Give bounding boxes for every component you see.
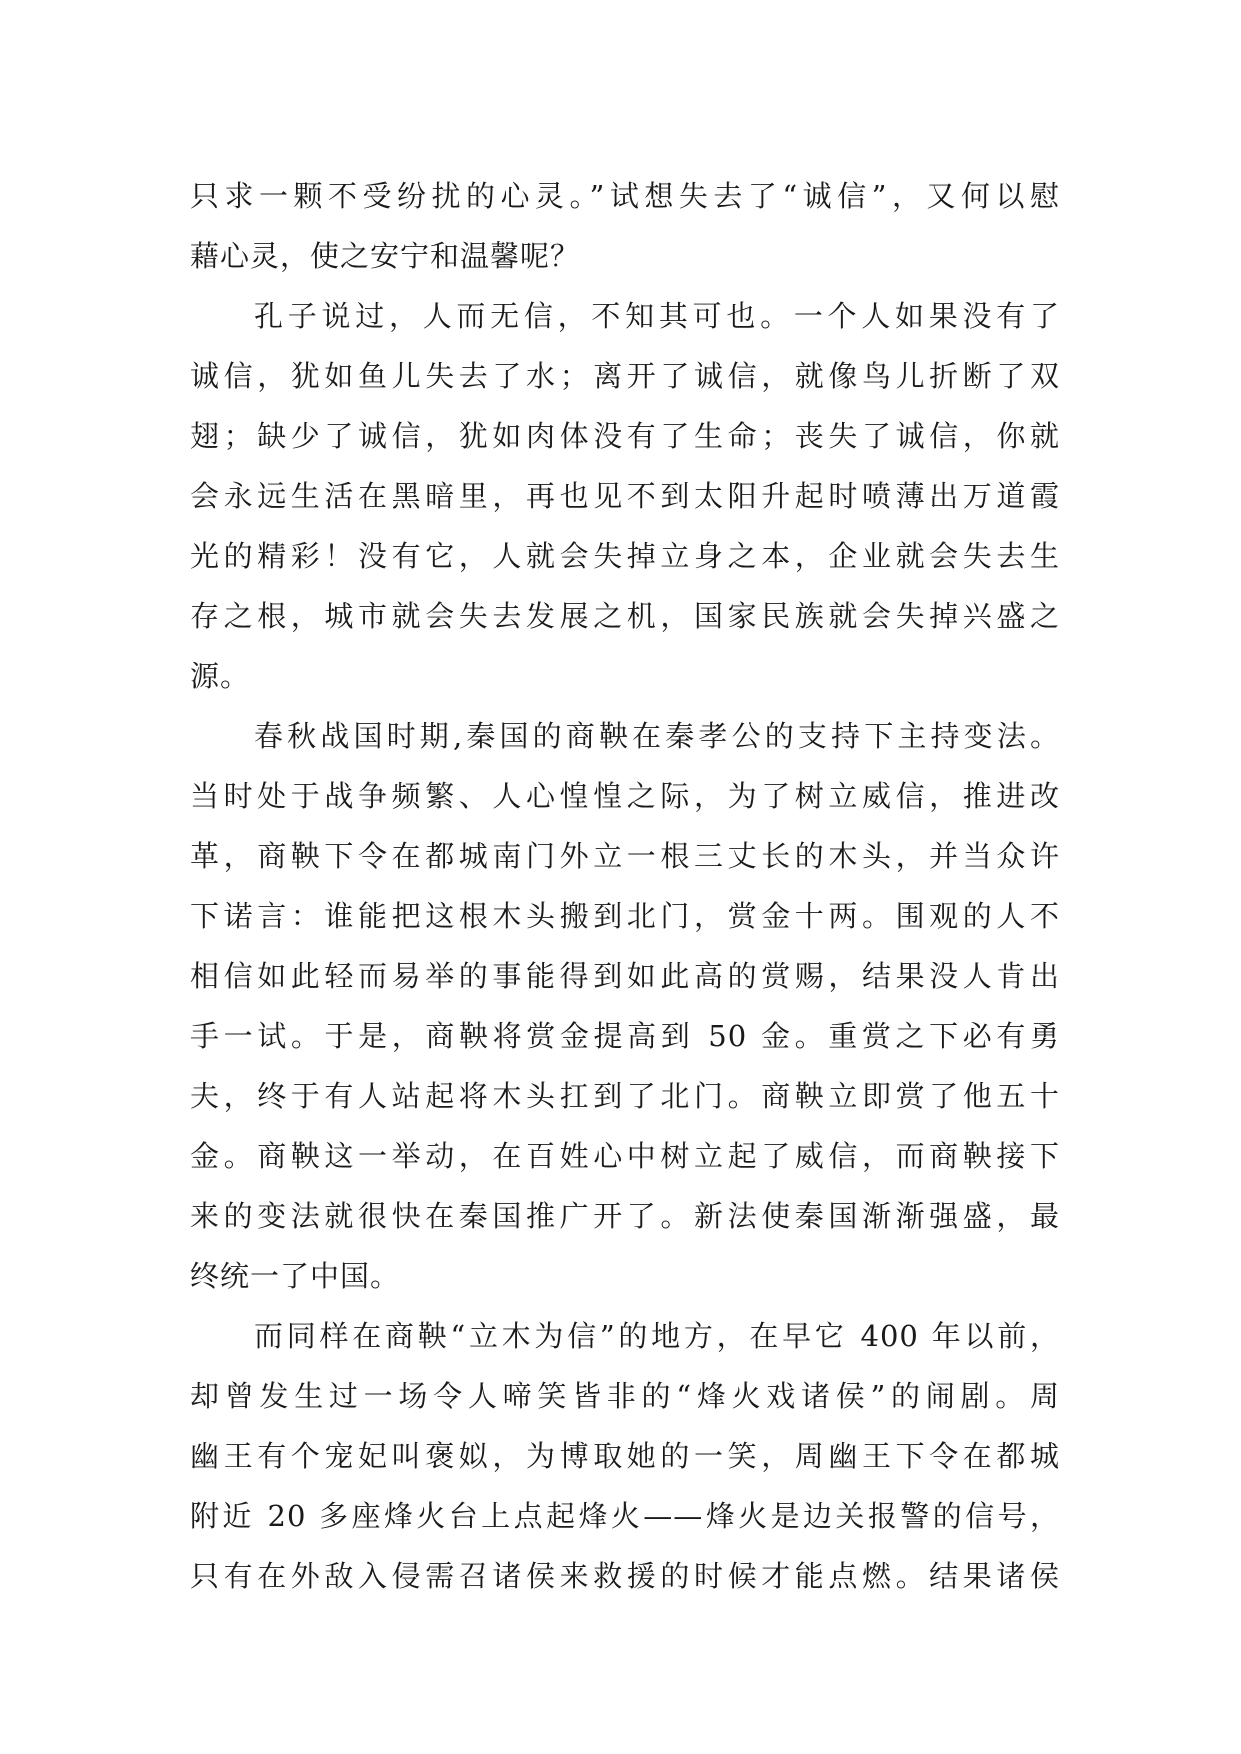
text-line: 而同样在商鞅“立木为信”的地方，在早它 400 年以前， — [254, 1319, 1060, 1353]
text-line: 来的变法就很快在秦国推广开了。新法使秦国渐渐强盛，最 — [190, 1199, 1060, 1233]
paragraph — [190, 166, 1060, 286]
text-line: 相信如此轻而易举的事能得到如此高的赏赐，结果没人肯出 — [190, 959, 1060, 993]
body-text — [190, 166, 1060, 1606]
text-line: 只求一颗不受纷扰的心灵。”试想失去了“诚信”，又何以慰 — [190, 179, 1060, 213]
text-line: 孔子说过，人而无信，不知其可也。一个人如果没有了 — [254, 299, 1060, 333]
text-line: 终统一了中国。 — [190, 1259, 401, 1293]
text-line: 诚信，犹如鱼儿失去了水；离开了诚信，就像鸟儿折断了双 — [190, 359, 1060, 393]
text-line: 金。商鞅这一举动，在百姓心中树立起了威信，而商鞅接下 — [190, 1139, 1060, 1173]
text-line: 源。 — [190, 659, 251, 693]
text-line: 幽王有个宠妃叫褒姒，为博取她的一笑，周幽王下令在都城 — [190, 1439, 1060, 1473]
text-line: 春秋战国时期,秦国的商鞅在秦孝公的支持下主持变法。 — [254, 719, 1060, 753]
text-line: 附近 20 多座烽火台上点起烽火——烽火是边关报警的信号， — [190, 1499, 1060, 1533]
text-line: 下诺言：谁能把这根木头搬到北门，赏金十两。围观的人不 — [190, 899, 1060, 933]
text-line: 只有在外敌入侵需召诸侯来救援的时候才能点燃。结果诸侯 — [190, 1559, 1060, 1593]
text-line: 手一试。于是，商鞅将赏金提高到 50 金。重赏之下必有勇 — [190, 1019, 1060, 1053]
text-line: 翅；缺少了诚信，犹如肉体没有了生命；丧失了诚信，你就 — [190, 419, 1060, 453]
paragraph — [190, 706, 1060, 1306]
text-line: 却曾发生过一场令人啼笑皆非的“烽火戏诸侯”的闹剧。周 — [190, 1379, 1060, 1413]
paragraph — [190, 286, 1060, 706]
text-line: 革，商鞅下令在都城南门外立一根三丈长的木头，并当众许 — [190, 839, 1060, 873]
paragraph — [190, 1306, 1060, 1606]
text-line: 夫，终于有人站起将木头扛到了北门。商鞅立即赏了他五十 — [190, 1079, 1060, 1113]
text-line: 藉心灵，使之安宁和温馨呢？ — [190, 239, 581, 273]
text-line: 存之根，城市就会失去发展之机，国家民族就会失掉兴盛之 — [190, 599, 1060, 633]
text-line: 光的精彩！没有它，人就会失掉立身之本，企业就会失去生 — [190, 539, 1060, 573]
text-line: 会永远生活在黑暗里，再也见不到太阳升起时喷薄出万道霞 — [190, 479, 1060, 513]
text-line: 当时处于战争频繁、人心惶惶之际，为了树立威信，推进改 — [190, 779, 1060, 813]
